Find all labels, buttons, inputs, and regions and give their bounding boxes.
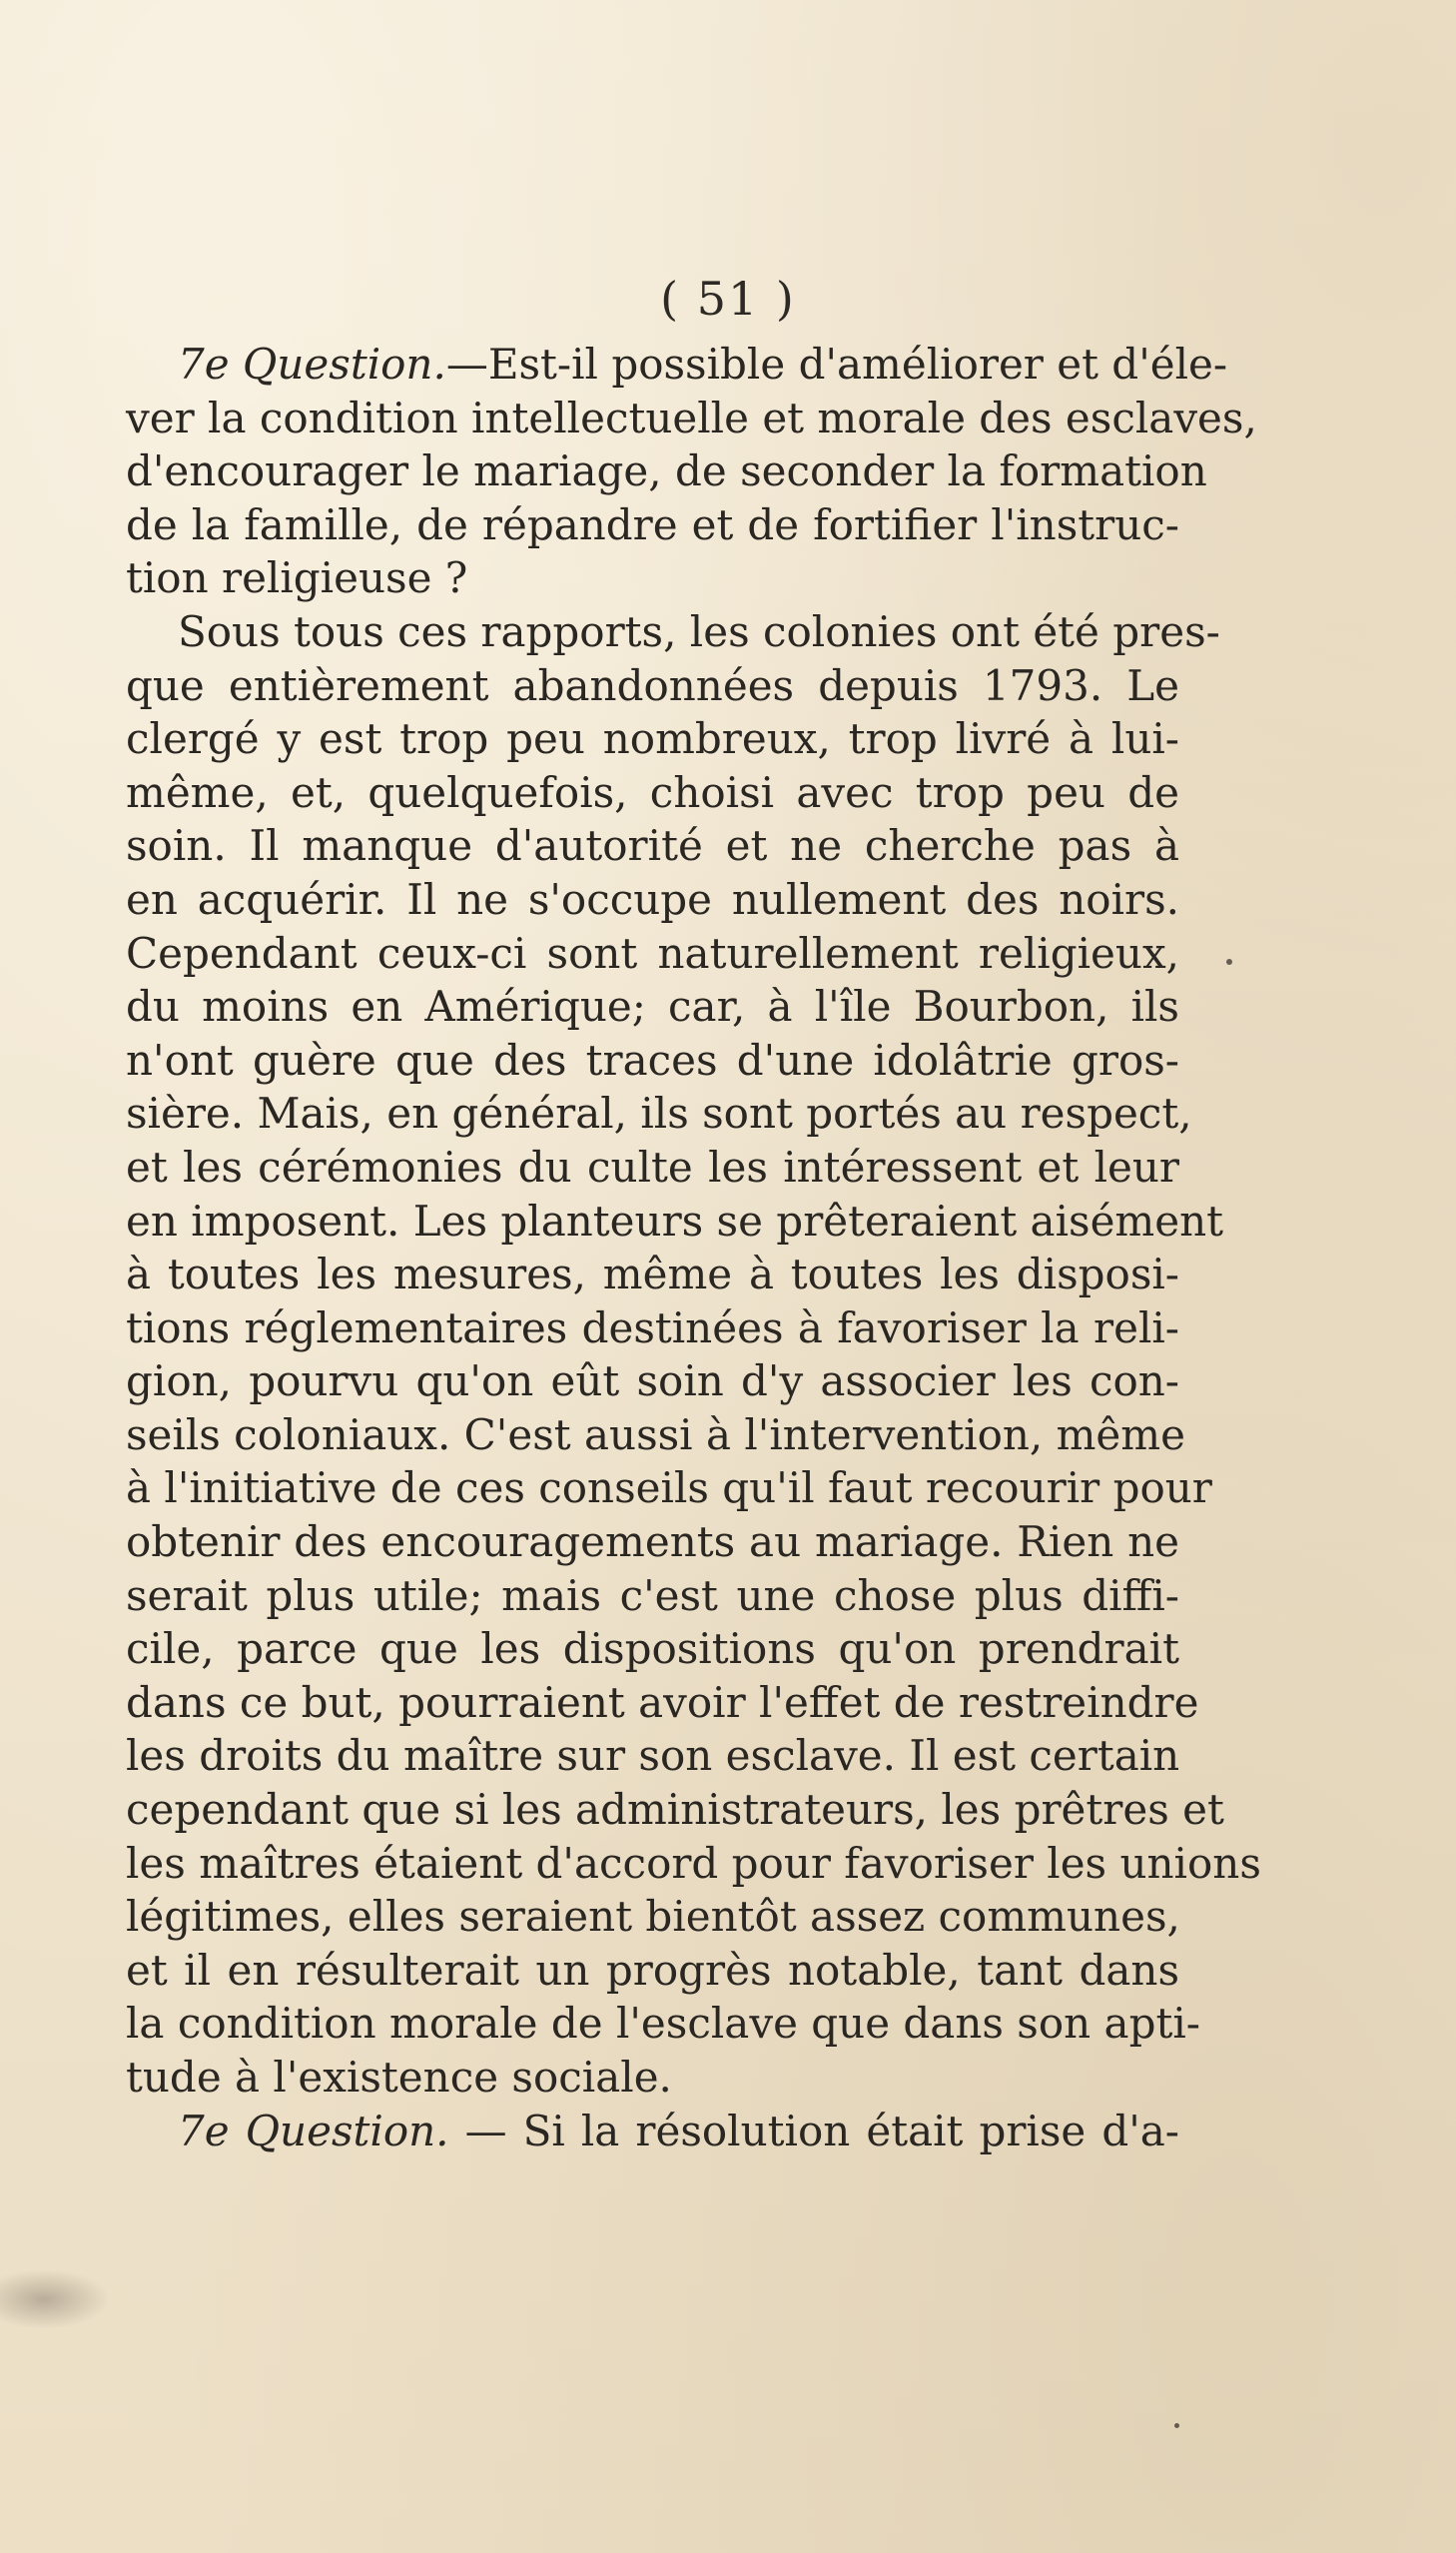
page-number: ( 51 ) [660,272,796,326]
text-line: du moins en Amérique; car, à l'île Bourbon, ils [126,982,1179,1032]
text-line: seils coloniaux. C'est aussi à l'intervention, même [126,1409,1185,1459]
text-line: clergé y est trop peu nombreux, trop livré à lui- [126,714,1179,764]
text-line: les maîtres étaient d'accord pour favoriser les unions [126,1838,1261,1888]
text-line: en imposent. Les planteurs se prêteraient aisément [126,1196,1224,1246]
text-line: sière. Mais, en général, ils sont portés au respect, [126,1089,1192,1139]
text-line: et il en résulterait un progrès notable, tant dans [126,1945,1179,1995]
text-line: que entièrement abandonnées depuis 1793. Le [126,660,1179,710]
text-line: à toutes les mesures, même à toutes les disposi- [126,1250,1179,1299]
text-line: Cependant ceux-ci sont naturellement religieux, [126,928,1179,978]
text-line: n'ont guère que des traces d'une idolâtrie gros- [126,1035,1179,1085]
line-text: —Est-il possible d'améliorer et d'éle- [445,340,1228,389]
question-label: 7e Question. [178,340,446,389]
text-line: les droits du maître sur son esclave. Il est certain [126,1731,1180,1781]
line-text: — Si la résolution était prise d'a- [448,2106,1179,2155]
text-line [126,2105,1179,2158]
text-line: en acquérir. Il ne s'occupe nullement des noirs. [126,874,1179,924]
text-line: tude à l'existence sociale. [126,2053,672,2102]
text-line: cependant que si les administrateurs, les prêtres et [126,1785,1224,1835]
question-label: 7e Question. [178,2106,449,2155]
text-line: cile, parce que les dispositions qu'on prendrait [126,1624,1179,1674]
text-line: ver la condition intellectuelle et morale des esclaves, [126,393,1257,442]
text-line: à l'initiative de ces conseils qu'il faut recourir pour [126,1463,1212,1513]
text-line [126,338,1228,392]
paragraph-answer [126,605,1261,2105]
ink-speck [1174,2423,1179,2428]
text-line: tion religieuse ? [126,553,468,603]
text-line: légitimes, elles seraient bientôt assez communes, [126,1892,1180,1942]
text-line: de la famille, de répandre et de fortifier l'instruc- [126,499,1179,549]
text-line: soin. Il manque d'autorité et ne cherche pas à [126,821,1179,871]
text-line: gion, pourvu qu'on eût soin d'y associer les con- [126,1356,1179,1406]
text-line: même, et, quelquefois, choisi avec trop peu de [126,767,1179,817]
ink-speck [1226,959,1232,965]
text-line: serait plus utile; mais c'est une chose plus diffi- [126,1570,1179,1620]
paragraph-question-7 [126,338,1257,605]
text-line: et les cérémonies du culte les intéressent et leur [126,1142,1179,1192]
body-text [126,338,1261,2157]
paragraph-next-question [126,2105,1179,2158]
paper-smudge [0,2269,110,2329]
text-line: dans ce but, pourraient avoir l'effet de restreindre [126,1677,1199,1727]
text-line: Sous tous ces rapports, les colonies ont été pres- [178,606,1220,656]
text-line: d'encourager le mariage, de seconder la formation [126,446,1207,496]
text-line: la condition morale de l'esclave que dans son apti- [126,1999,1200,2049]
text-line: tions réglementaires destinées à favoriser la reli- [126,1302,1179,1352]
text-line: obtenir des encouragements au mariage. Rien ne [126,1517,1179,1567]
